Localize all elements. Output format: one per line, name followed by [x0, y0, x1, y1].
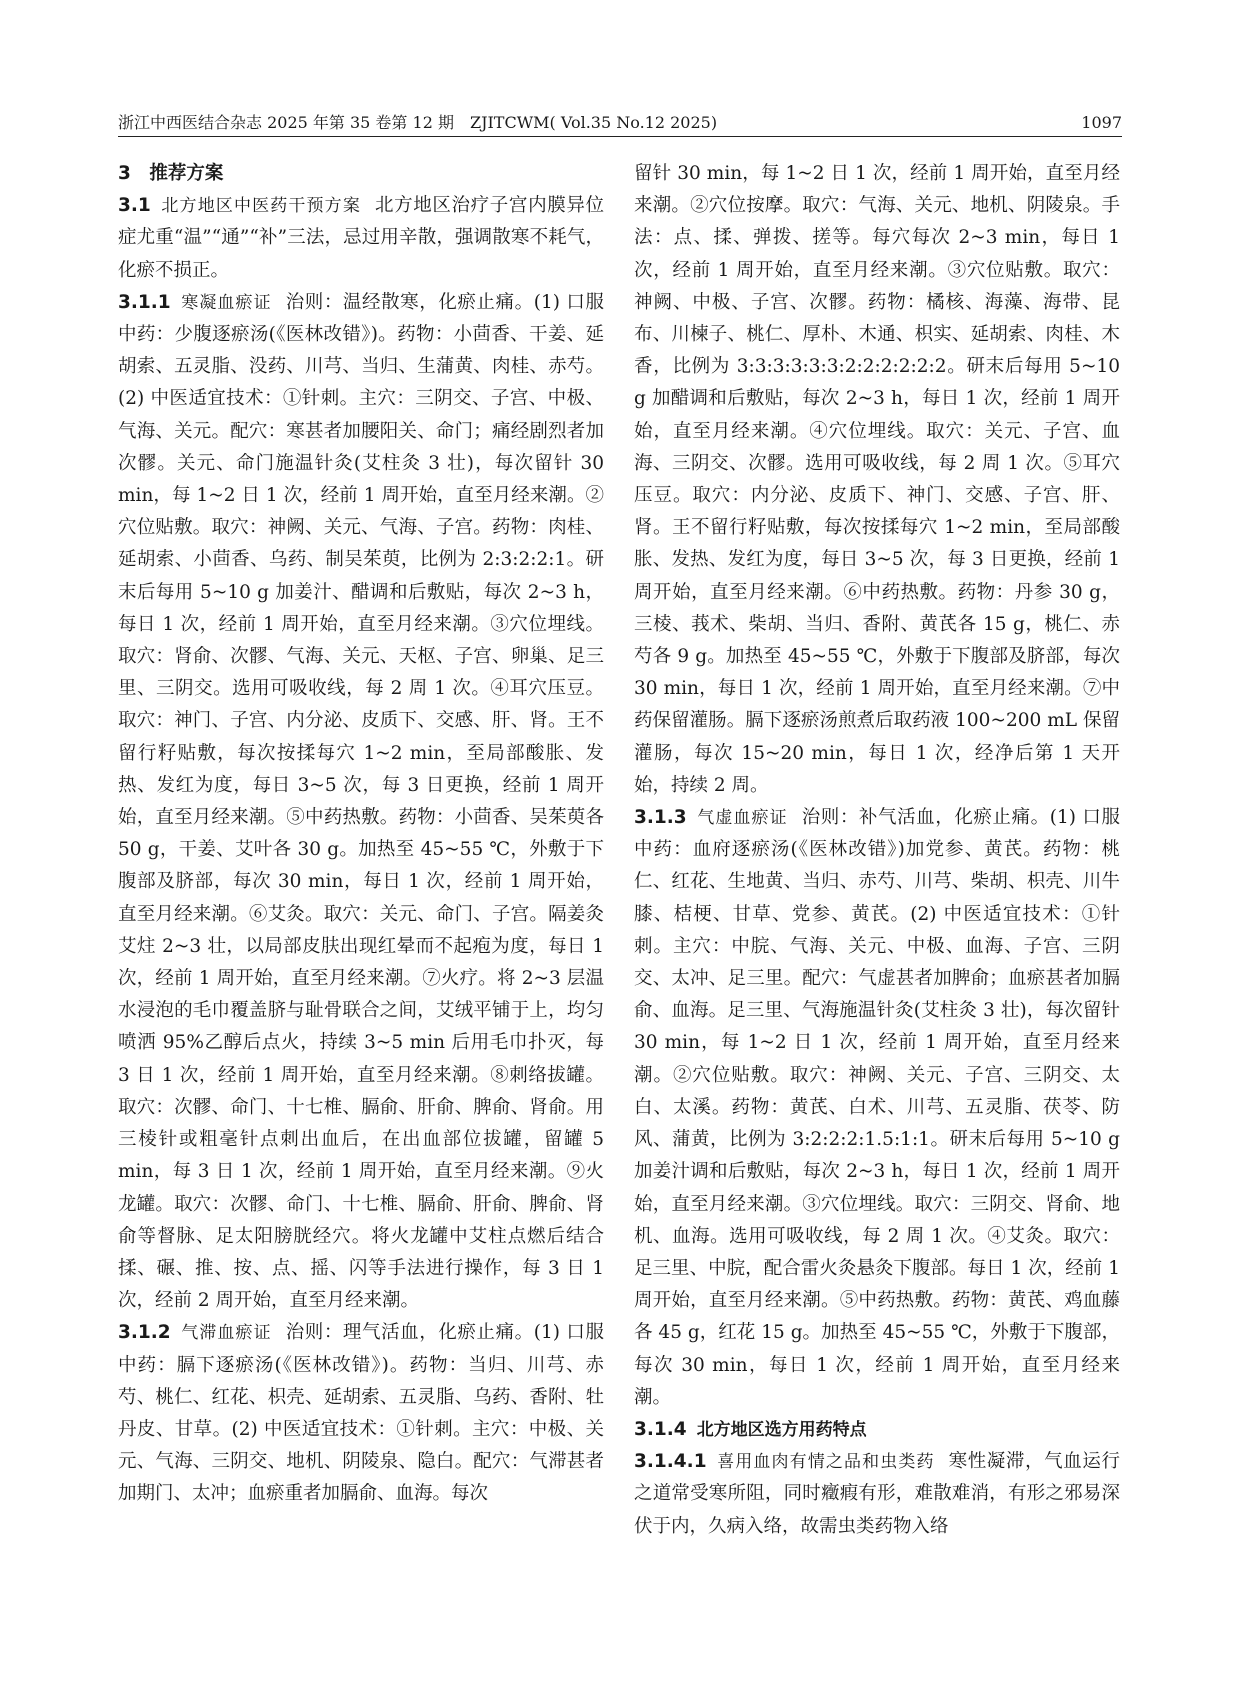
- right-column: [634, 158, 1120, 1543]
- paragraph-text: 治则：补气活血，化瘀止痛。(1) 口服中药：血府逐瘀汤(《医林改错》)加党参、黄芪。药物：桃仁、红花、生地黄、当归、赤芍、川芎、柴胡、枳壳、川牛膝、桔梗、甘草、党参、黄芪。(2) 中医适宜技术：①针刺。主穴：中脘、气海、关元、中极、血海、子宫、三阴交、太冲、足三里。配穴：气虚甚者加脾俞；血瘀甚者加膈俞、血海。足三里、气海施温针灸(艾柱灸 3 壮)，每次留针 30 min，每 1~2 日 1 次，经前 1 周开始，直至月经来潮。②穴位贴敷。取穴：神阙、关元、子宫、三阴交、太白、太溪。药物：黄芪、白术、川芎、五灵脂、茯苓、防风、蒲黄，比例为 3:2:2:2:1.5:1:1。研末后每用 5~10 g 加姜汁调和后敷贴，每次 2~3 h，每日 1 次，经前 1 周开始，直至月经来潮。③穴位埋线。取穴：三阴交、肾俞、地机、血海。选用可吸收线，每 2 周 1 次。④艾灸。取穴：足三里、中脘，配合雷火灸悬灸下腹部。每日 1 次，经前 1 周开始，直至月经来潮。⑤中药热敷。药物：黄芪、鸡血藤各 45 g，红花 15 g。加热至 45~55 ℃，外敷于下腹部，每次 30 min，每日 1 次，经前 1 周开始，直至月经来潮。: [634, 807, 1121, 1408]
- paragraph-text: 寒性凝滞，气血运行之道常受寒所阻，同时癥瘕有形，难散难消，有形之邪易深伏于内，久病入络，故需虫类药物入络: [634, 1451, 1120, 1537]
- running-header: [118, 112, 1122, 136]
- journal-citation: 浙江中西医结合杂志 2025 年第 35 卷第 12 期 ZJITCWM( Vol.35 No.12 2025): [118, 113, 718, 132]
- section-3-title: 3 推荐方案: [118, 163, 224, 184]
- paragraph-text: 治则：理气活血，化瘀止痛。(1) 口服中药：膈下逐瘀汤(《医林改错》)。药物：当归、川芎、赤芍、桃仁、红花、枳壳、延胡索、五灵脂、乌药、香附、牡丹皮、甘草。(2) 中医适宜技术：①针刺。主穴：中极、关元、气海、三阴交、地机、阴陵泉、隐白。配穴：气滞甚者加期门、太冲；血瘀重者加膈俞、血海。每次: [118, 1322, 605, 1505]
- heading-title: 气虚血瘀证: [696, 808, 788, 829]
- heading-number: 3.1.4.1: [634, 1451, 707, 1473]
- heading-number: 3.1.1: [118, 291, 171, 313]
- heading-title: 北方地区中医药干预方案: [160, 196, 361, 217]
- heading-number: 3.1.4: [634, 1418, 687, 1440]
- section-heading: [118, 158, 604, 190]
- left-column: [118, 158, 604, 1511]
- paragraph-3-1-2-continued: [634, 158, 1120, 802]
- page-number: 1097: [1081, 113, 1122, 132]
- heading-title: 喜用血肉有情之品和虫类药: [716, 1452, 935, 1473]
- heading-number: 3.1: [118, 195, 151, 217]
- paragraph-3-1-3: [634, 802, 1120, 1414]
- heading-number: 3.1.3: [634, 807, 687, 829]
- paragraph-3-1-2: [118, 1317, 604, 1510]
- heading-title: 北方地区选方用药特点: [696, 1419, 867, 1440]
- paragraph-text: 治则：温经散寒，化瘀止痛。(1) 口服中药：少腹逐瘀汤(《医林改错》)。药物：小茴香、干姜、延胡索、五灵脂、没药、川芎、当归、生蒲黄、肉桂、赤芍。(2) 中医适宜技术：①针刺。主穴：三阴交、子宫、中极、气海、关元。配穴：寒甚者加腰阳关、命门；痛经剧烈者加次髎。关元、命门施温针灸(艾柱灸 3 壮)，每次留针 30 min，每 1~2 日 1 次，经前 1 周开始，直至月经来潮。②穴位贴敷。取穴：神阙、关元、气海、子宫。药物：肉桂、延胡索、小茴香、乌药、制吴茱萸，比例为 2:3:2:2:1。研末后每用 5~10 g 加姜汁、醋调和后敷贴，每次 2~3 h，每日 1 次，经前 1 周开始，直至月经来潮。③穴位埋线。取穴：肾俞、次髎、气海、关元、天枢、子宫、卵巢、足三里、三阴交。选用可吸收线，每 2 周 1 次。④耳穴压豆。取穴：神门、子宫、内分泌、皮质下、交感、肝、肾。王不留行籽贴敷，每次按揉每穴 1~2 min，至局部酸胀、发热、发红为度，每日 3~5 次，每 3 日更换，经前 1 周开始，直至月经来潮。⑤中药热敷。药物：小茴香、吴茱萸各 50 g，干姜、艾叶各 30 g。加热至 45~55 ℃，外敷于下腹部及脐部，每次 30 min，每日 1 次，经前 1 周开始，直至月经来潮。⑥艾灸。取穴：关元、命门、子宫。隔姜灸艾炷 2~3 壮，以局部皮肤出现红晕而不起疱为度，每日 1 次，经前 1 周开始，直至月经来潮。⑦火疗。将 2~3 层温水浸泡的毛巾覆盖脐与耻骨联合之间，艾绒平铺于上，均匀喷洒 95%乙醇后点火，持续 3~5 min 后用毛巾扑灭，每 3 日 1 次，经前 1 周开始，直至月经来潮。⑧刺络拔罐。取穴：次髎、命门、十七椎、膈俞、肝俞、脾俞、肾俞。用三棱针或粗毫针点刺出血后，在出血部位拔罐，留罐 5 min，每 3 日 1 次，经前 1 周开始，直至月经来潮。⑨火龙罐。取穴：次髎、命门、十七椎、膈俞、肝俞、脾俞、肾俞等督脉、足太阳膀胱经穴。将火龙罐中艾柱点燃后结合揉、碾、推、按、点、摇、闪等手法进行操作，每 3 日 1 次，经前 2 周开始，直至月经来潮。: [118, 291, 605, 1312]
- heading-title: 寒凝血瘀证: [180, 292, 272, 313]
- heading-number: 3.1.2: [118, 1322, 171, 1344]
- paragraph-3-1: [118, 190, 604, 287]
- paragraph-text: 北方地区治疗子宫内膜异位症尤重“温”“通”“补”三法，忌过用辛散，强调散寒不耗气，化瘀不损正。: [118, 195, 604, 281]
- paragraph-text: 留针 30 min，每 1~2 日 1 次，经前 1 周开始，直至月经来潮。②穴位按摩。取穴：气海、关元、地机、阴陵泉。手法：点、揉、弹拨、搓等。每穴每次 2~3 min，每日 1 次，经前 1 周开始，直至月经来潮。③穴位贴敷。取穴：神阙、中极、子宫、次髎。药物：橘核、海藻、海带、昆布、川楝子、桃仁、厚朴、木通、枳实、延胡索、肉桂、木香，比例为 3:3:3:3:3:3:2:2:2:2:2:2。研末后每用 5~10 g 加醋调和后敷贴，每次 2~3 h，每日 1 次，经前 1 周开始，直至月经来潮。④穴位埋线。取穴：关元、子宫、血海、三阴交、次髎。选用可吸收线，每 2 周 1 次。⑤耳穴压豆。取穴：内分泌、皮质下、神门、交感、子宫、肝、肾。王不留行籽贴敷，每次按揉每穴 1~2 min，至局部酸胀、发热、发红为度，每日 3~5 次，每 3 日更换，经前 1 周开始，直至月经来潮。⑥中药热敷。药物：丹参 30 g，三棱、莪术、柴胡、当归、香附、黄芪各 15 g，桃仁、赤芍各 9 g。加热至 45~55 ℃，外敷于下腹部及脐部，每次 30 min，每日 1 次，经前 1 周开始，直至月经来潮。⑦中药保留灌肠。膈下逐瘀汤煎煮后取药液 100~200 mL 保留灌肠，每次 15~20 min，每日 1 次，经净后第 1 天开始，持续 2 周。: [634, 163, 1120, 796]
- heading-title: 气滞血瘀证: [180, 1323, 272, 1344]
- heading-3-1-4: [634, 1414, 1120, 1446]
- header-rule: [118, 136, 1122, 137]
- paragraph-3-1-4-1: [634, 1446, 1120, 1543]
- paragraph-3-1-1: [118, 287, 604, 1318]
